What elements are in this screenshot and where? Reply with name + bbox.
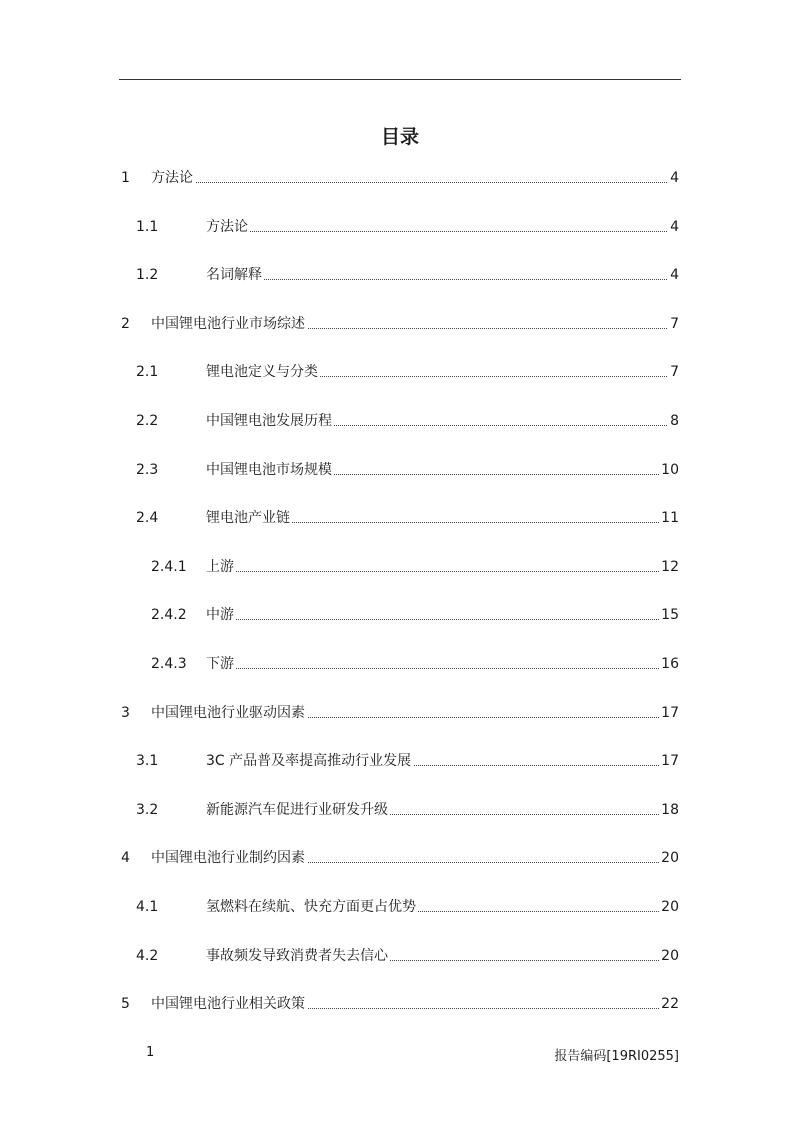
toc-entry-page: 20: [661, 948, 679, 964]
toc-entry-label: 方法论: [206, 219, 248, 235]
toc-entry-page: 4: [670, 170, 679, 186]
toc-entry-number: 2.4.1: [151, 559, 187, 575]
toc-entry-page: 15: [661, 607, 679, 623]
toc-entry-page: 4: [670, 267, 679, 283]
toc-entry-number: 4.1: [136, 899, 159, 915]
toc-entry-number: 2.4.2: [151, 607, 187, 623]
toc-leader-dots: [206, 231, 669, 232]
toc-entry[interactable]: [0, 557, 800, 577]
toc-entry[interactable]: [0, 605, 800, 625]
toc-leader-dots: [206, 668, 669, 669]
toc-entry[interactable]: [0, 314, 800, 334]
toc-entry-number: 1: [121, 170, 130, 186]
toc-entry-label: 中国锂电池行业驱动因素: [151, 705, 305, 721]
toc-entry-number: 2.3: [136, 462, 159, 478]
toc-entry[interactable]: [0, 848, 800, 868]
toc-entry[interactable]: [0, 265, 800, 285]
toc-entry-number: 1.1: [136, 219, 159, 235]
toc-entry-page: 16: [661, 656, 679, 672]
toc-entry-label: 中国锂电池行业相关政策: [151, 996, 305, 1012]
toc-entry-label: 新能源汽车促进行业研发升级: [206, 802, 388, 818]
toc-entry[interactable]: [0, 168, 800, 188]
toc-entry-number: 4.2: [136, 948, 159, 964]
toc-entry-label: 名词解释: [206, 267, 262, 283]
toc-entry[interactable]: [0, 800, 800, 820]
toc-entry[interactable]: [0, 751, 800, 771]
toc-entry-label: 上游: [206, 559, 234, 575]
toc-entry-page: 4: [670, 219, 679, 235]
toc-entry-page: 18: [661, 802, 679, 818]
toc-entry-label: 中国锂电池行业市场综述: [151, 316, 305, 332]
toc-entry-number: 2: [121, 316, 130, 332]
toc-entry-number: 3.1: [136, 753, 159, 769]
toc-entry[interactable]: [0, 460, 800, 480]
toc-entry[interactable]: [0, 897, 800, 917]
toc-entry-page: 17: [661, 705, 679, 721]
toc-entry-label: 中国锂电池发展历程: [206, 413, 332, 429]
toc-entry-number: 3: [121, 705, 130, 721]
toc-entry-label: 锂电池产业链: [206, 510, 290, 526]
toc-entry-page: 10: [661, 462, 679, 478]
toc-entry-label: 中国锂电池市场规模: [206, 462, 332, 478]
toc-entry-number: 5: [121, 996, 130, 1012]
toc-entry[interactable]: [0, 654, 800, 674]
toc-entry-label: 3C 产品普及率提高推动行业发展: [206, 753, 412, 769]
page-title: 目录: [380, 126, 419, 148]
toc-entry-number: 2.4: [136, 510, 159, 526]
toc-entry[interactable]: [0, 946, 800, 966]
toc-entry-page: 22: [661, 996, 679, 1012]
toc-entry-label: 锂电池定义与分类: [206, 364, 318, 380]
toc-entry-number: 2.2: [136, 413, 159, 429]
toc-entry-number: 1.2: [136, 267, 159, 283]
toc-leader-dots: [206, 619, 669, 620]
footer-page-number: 1: [146, 1045, 155, 1060]
footer-report-code: 报告编码[19RI0255]: [554, 1049, 679, 1064]
toc-entry[interactable]: [0, 508, 800, 528]
toc-leader-dots: [206, 279, 669, 280]
toc-entry[interactable]: [0, 994, 800, 1014]
toc-entry-number: 2.1: [136, 364, 159, 380]
toc-entry-page: 20: [661, 899, 679, 915]
toc-leader-dots: [206, 571, 669, 572]
toc-entry-page: 8: [670, 413, 679, 429]
toc-entry-label: 下游: [206, 656, 234, 672]
toc-entry[interactable]: [0, 703, 800, 723]
toc-entry[interactable]: [0, 362, 800, 382]
toc-leader-dots: [151, 182, 669, 183]
toc-entry[interactable]: [0, 217, 800, 237]
toc-entry-number: 4: [121, 850, 130, 866]
header-rule: [119, 79, 681, 80]
toc-entry-page: 17: [661, 753, 679, 769]
toc-entry[interactable]: [0, 411, 800, 431]
toc-entry-label: 中游: [206, 607, 234, 623]
toc-entry-page: 20: [661, 850, 679, 866]
toc-entry-page: 11: [661, 510, 679, 526]
toc-entry-page: 12: [661, 559, 679, 575]
toc-entry-number: 2.4.3: [151, 656, 187, 672]
toc-entry-label: 中国锂电池行业制约因素: [151, 850, 305, 866]
toc-entry-label: 事故频发导致消费者失去信心: [206, 948, 388, 964]
toc-entry-label: 方法论: [151, 170, 193, 186]
toc-entry-number: 3.2: [136, 802, 159, 818]
toc-entry-page: 7: [670, 364, 679, 380]
toc-entry-label: 氢燃料在续航、快充方面更占优势: [206, 899, 416, 915]
toc-entry-page: 7: [670, 316, 679, 332]
